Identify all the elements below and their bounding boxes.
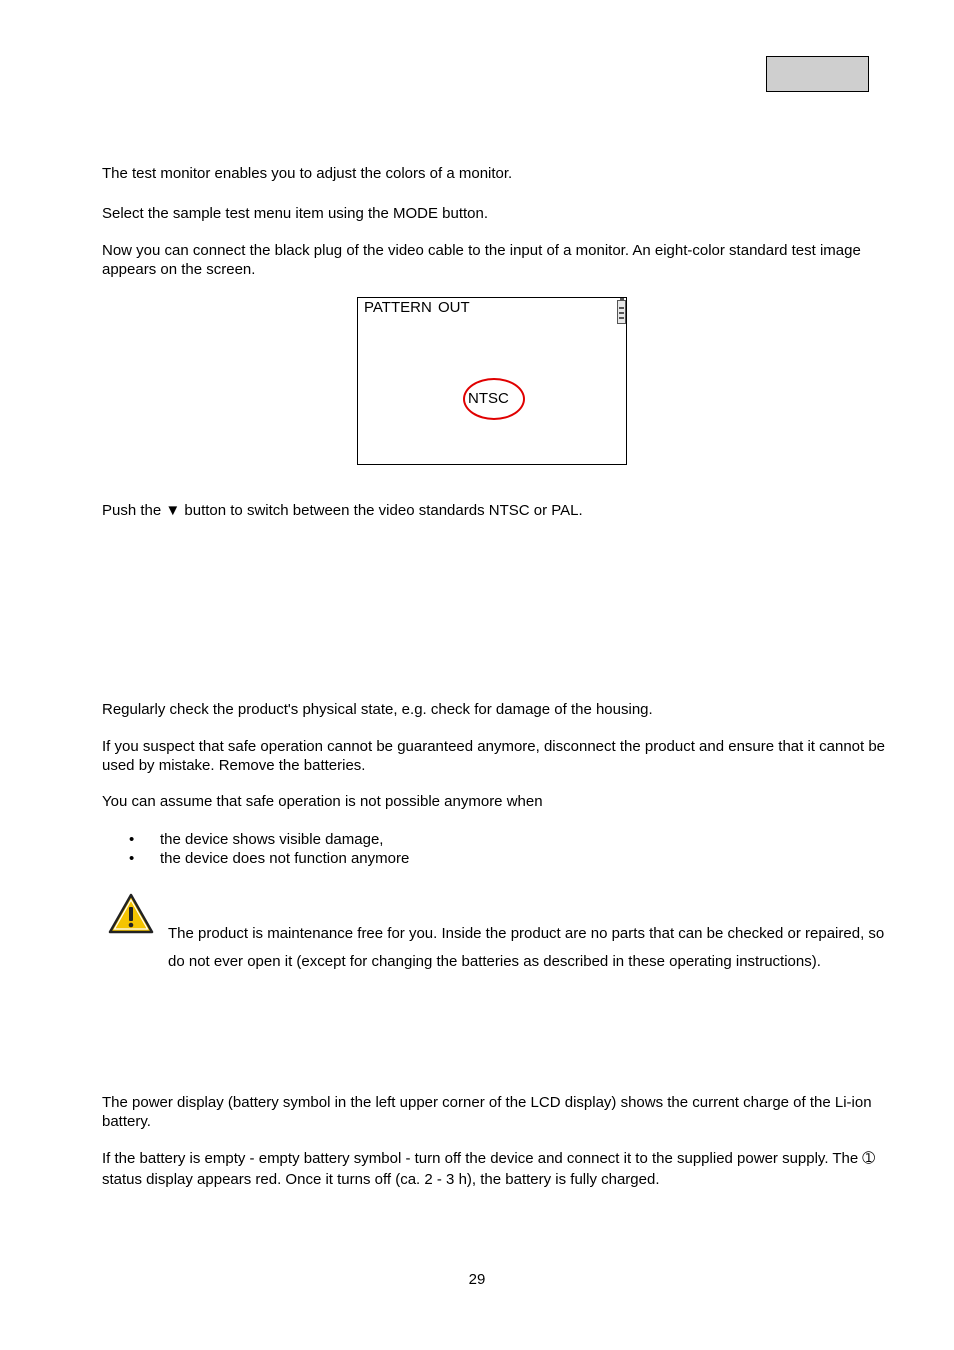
lcd-screen-illustration <box>357 297 627 465</box>
screen-title: PATTERN OUT <box>364 299 470 316</box>
maintenance-paragraph-3: You can assume that safe operation is not possible anymore when <box>102 793 543 810</box>
list-item: • the device does not function anymore <box>129 850 410 867</box>
power-paragraph-2: If the battery is empty - empty battery symbol - turn off the device and connect it to the supplied power supply. The ➀ status display appears red. Once it turns off (ca. 2 - 3 h), the battery is fully charged. <box>102 1150 875 1188</box>
power-paragraph-1: The power display (battery symbol in the left upper corner of the LCD display) shows the current charge of the Li-ion battery. <box>102 1094 872 1130</box>
switch-instruction: Push the ▼ button to switch between the video standards NTSC or PAL. <box>102 502 583 519</box>
damage-conditions-list <box>102 830 892 868</box>
warning-text: The product is maintenance free for you. Inside the product are no parts that can be checked or repaired, so do not ever open it (except for changing the batteries as described in these operating instructions). <box>168 925 885 970</box>
list-item: • the device shows visible damage, <box>129 831 384 848</box>
intro-paragraph-3: Now you can connect the black plug of the video cable to the input of a monitor. An eight-color standard test image appears on the screen. <box>102 242 861 278</box>
language-tab <box>766 56 869 92</box>
intro-paragraph-1: The test monitor enables you to adjust the colors of a monitor. <box>102 165 513 182</box>
warning-triangle-icon <box>108 893 154 935</box>
video-standard-label: NTSC <box>468 390 509 407</box>
maintenance-paragraph-2: If you suspect that safe operation cannot be guaranteed anymore, disconnect the product and ensure that it cannot be used by mistake. Remove the batteries. <box>102 738 886 774</box>
intro-paragraph-2: Select the sample test menu item using the MODE button. <box>102 205 489 222</box>
page-number: 29 <box>468 1271 486 1288</box>
maintenance-paragraph-1: Regularly check the product's physical state, e.g. check for damage of the housing. <box>102 701 653 718</box>
battery-icon <box>617 300 626 324</box>
